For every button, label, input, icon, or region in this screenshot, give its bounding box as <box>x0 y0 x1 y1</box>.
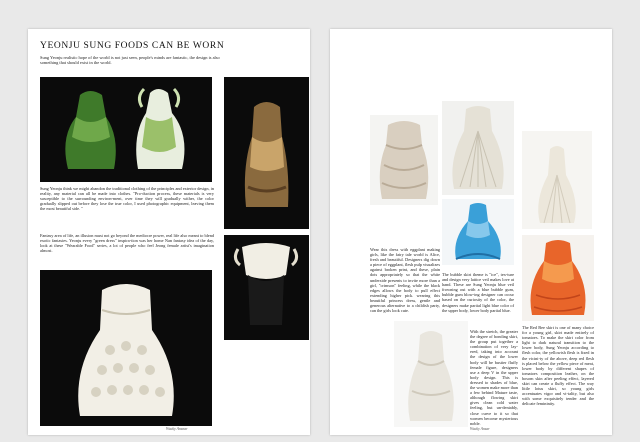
article-title: YEONJU SUNG FOODS CAN BE WORN <box>40 41 225 51</box>
photo-dark-bodice <box>224 77 309 229</box>
photo-white-lace-dress <box>40 270 212 426</box>
right-column-2-text-b: With the stretch, the greater the degree of bonding skirt, the group put together a combination of very lay-ered, taking into account the design of the lower body will be bustier fluffy female figure, designers use a deep V in the upper body design. This is dressed to shades of blue, the women make more than a few behind Mature taste, although flowing skirt gives clean cold water feeling, but un-deniably, close curve to it so that women become mysterious noble. <box>470 329 518 426</box>
right-column-2-text-a: The bubble skirt theme is "ice", tex-ture and design very lattice veil makes love at hand. These are Sung Yeonju blue veil frowning out with a blue bubble gum, bubble gum blow-ing designer can occur based on the curiosity of the color, the designers make partial light blue color of the upper body, lower body partial blue. <box>442 272 514 313</box>
right-column-1-text: Wear this dress with eggplant making girls, like the fairy tale world is Alice, fresh and beautiful. Designers dig down a piece of eggplant, flesh pulp visualizes against broken print, and these, plain dots appropriately so that the white underside presents to invite more than a girl, "crimson" feeling, while the black edges allows the body to pull effect extending higher pick. wearing this beautiful princess dress, gentle and generous alternative to a childish party, can the girls look cute. <box>370 247 440 314</box>
photo-pale-skirt <box>522 131 592 229</box>
photo-green-dresses <box>40 77 212 182</box>
page-footer-left: Wacky Ansnar <box>166 427 188 431</box>
left-page <box>28 29 310 435</box>
photo-blue-ice-dress <box>442 199 514 265</box>
photo-cabbage-dress <box>370 115 438 205</box>
right-page <box>330 29 612 435</box>
photo-white-top <box>224 235 309 340</box>
page-footer-right: Wacky Ansar <box>470 427 490 431</box>
photo-white-fan-dress <box>442 101 514 195</box>
right-column-3-text: The Red Bee skirt is one of many choice for a young girl, skirt made entirely of tomatoes. To make the skirt color from light to dark natural transition to the lower body, Sung Yeonju according to flesh color, the yellowish flesh is fixed in the vicini-ty of the above, deep red flesh is placed below the yellow piece of meat, lower body by different shapes of tomatoes composition leather, on the bosom skin after peeling effect, layered skirt can create a fluffy effect. The way little lotus skirt, so young girls accentuates vigor and vi-tality, but also with some exquisitely tender and the delicate femininity. <box>522 325 594 407</box>
photo-white-bodice-dress <box>394 321 468 427</box>
body-paragraph-1: Sung Yeonju think we might abandon the traditional clothing of the principles and exterior design, in reality, any material can all be made into clothes. "Pro-duction process, these materials is very susceptible to the surrounding environ-ment, over time they will gradually wither, the color gradually slipped out before they lose the true color, I used photographic equipment, leaving them the most beautiful side. " <box>40 186 214 212</box>
photo-tomato-dress <box>522 235 594 321</box>
intro-text: Sung Yeonju realistic hope of the world is not just seen, people's minds are fantastic, the design is also something that should exist in the world. <box>40 55 220 66</box>
body-paragraph-2: Fantasy area of life, an illusion must not go beyond the mediocre power, real life also meant to blend exotic fantasies. Yeonju every "green dress" inspira-tion was her home Nan fantasy idea of the day, look at these "Wearable Food" series, a lot of people who feel Jeong female artist's imagination almost. <box>40 233 214 254</box>
